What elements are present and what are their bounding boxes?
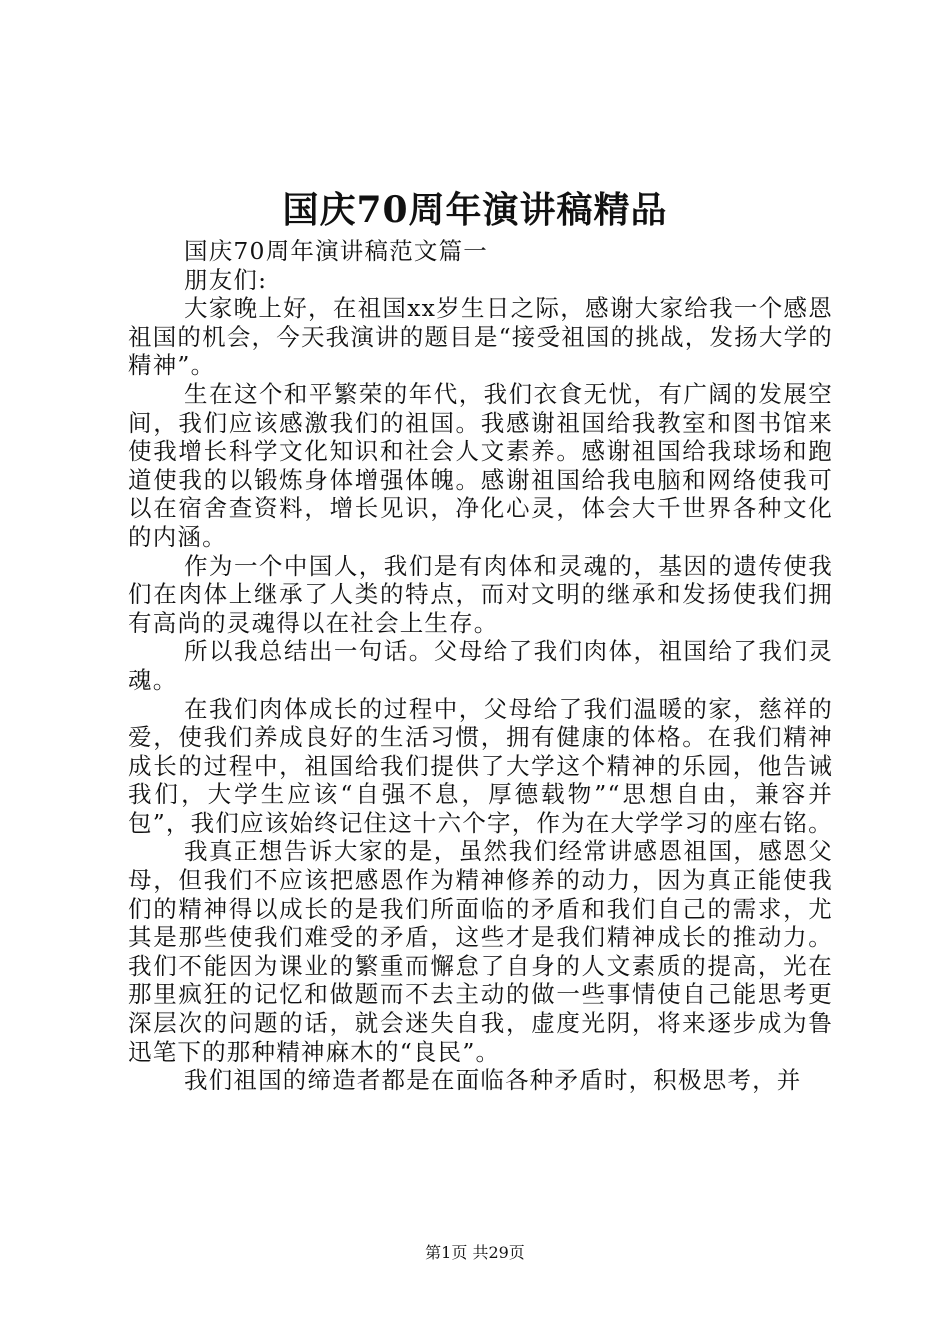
paragraph: 我们祖国的缔造者都是在面临各种矛盾时，积极思考，并: [184, 1066, 802, 1095]
document-body: [128, 237, 833, 1095]
paragraph: 所以我总结出一句话。父母给了我们肉体，祖国给了我们灵魂。: [128, 637, 833, 694]
paragraph: 作为一个中国人，我们是有肉体和灵魂的，基因的遗传使我们在肉体上继承了人类的特点，而对文明的继承和发扬使我们拥有高尚的灵魂得以在社会上生存。: [128, 551, 833, 637]
paragraph: 大家晚上好，在祖国xx岁生日之际，感谢大家给我一个感恩祖国的机会，今天我演讲的题目是“接受祖国的挑战，发扬大学的精神”。: [128, 294, 833, 380]
paragraph: 国庆70周年演讲稿范文篇一: [184, 237, 489, 265]
paragraph: 朋友们:: [184, 265, 268, 294]
paragraph: 生在这个和平繁荣的年代，我们衣食无忧，有广阔的发展空间，我们应该感激我们的祖国。我感谢祖国给我教室和图书馆来使我增长科学文化知识和社会人文素养。感谢祖国给我球场和跑道使我的以锻炼身体增强体魄。感谢祖国给我电脑和网络使我可以在宿舍查资料，增长见识，净化心灵，体会大千世界各种文化的内涵。: [128, 379, 833, 551]
paragraph: 我真正想告诉大家的是，虽然我们经常讲感恩祖国，感恩父母，但我们不应该把感恩作为精神修养的动力，因为真正能使我们的精神得以成长的是我们所面临的矛盾和我们自己的需求，尤其是那些使我们难受的矛盾，这些才是我们精神成长的推动力。我们不能因为课业的繁重而懈怠了自身的人文素质的提高，光在那里疯狂的记忆和做题而不去主动的做一些事情使自己能思考更深层次的问题的话，就会迷失自我，虚度光阴，将来逐步成为鲁迅笔下的那种精神麻木的“良民”。: [128, 837, 833, 1066]
document-title: 国庆70周年演讲稿精品: [282, 189, 668, 231]
paragraph: 在我们肉体成长的过程中，父母给了我们温暖的家，慈祥的爱，使我们养成良好的生活习惯，拥有健康的体格。在我们精神成长的过程中，祖国给我们提供了大学这个精神的乐园，他告诫我们，大学生应该“自强不息，厚德载物”“思想自由，兼容并包”，我们应该始终记住这十六个字，作为在大学学习的座右铭。: [128, 694, 833, 837]
page-number-footer: 第1页 共29页: [425, 1243, 525, 1262]
